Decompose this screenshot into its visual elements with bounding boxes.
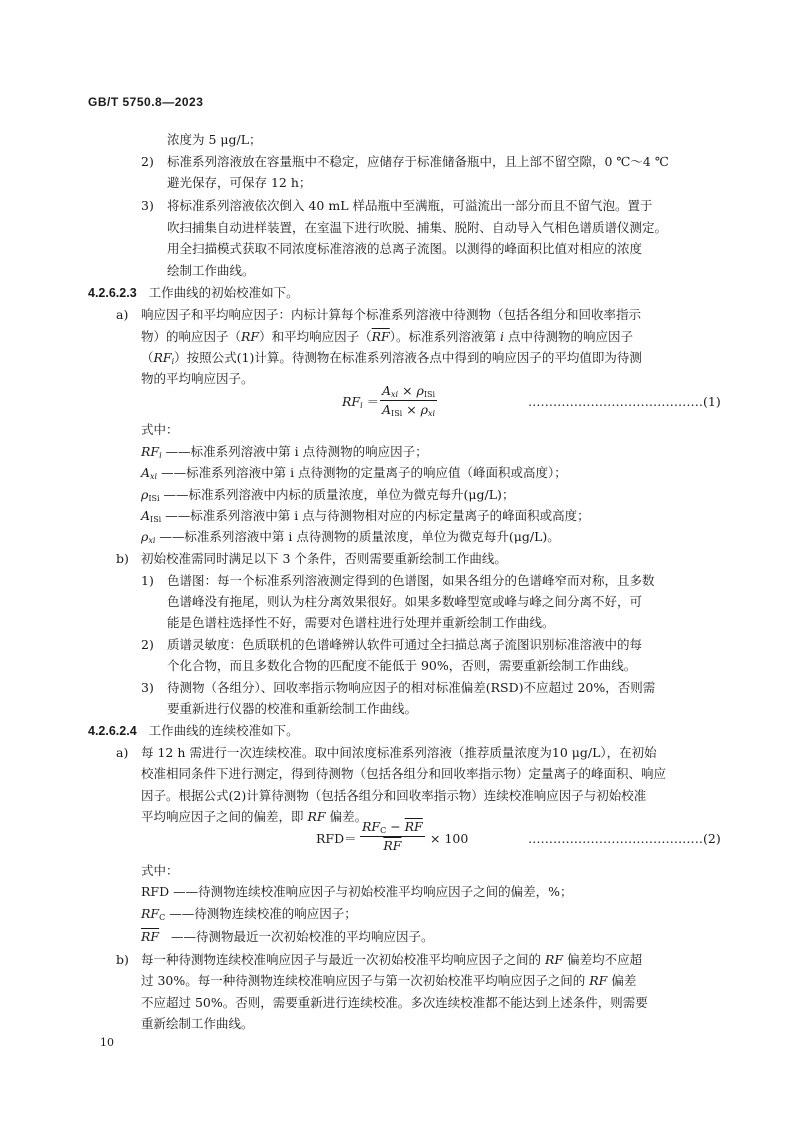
formula-2-number: ……………………………………(2) bbox=[528, 831, 721, 846]
text-line: 每 12 h 需进行一次连续校准。取中间浓度标准系列溶液（推荐质量浓度为10 μg/L），在初始 bbox=[141, 745, 657, 760]
formula-1-number: ……………………………………(1) bbox=[528, 394, 721, 409]
list-marker: a) bbox=[116, 745, 129, 760]
list-marker: b) bbox=[116, 952, 129, 967]
text-line: 要重新进行仪器的校准和重新绘制工作曲线。 bbox=[167, 701, 418, 716]
section-number: 4.2.6.2.3 bbox=[88, 286, 137, 300]
text-line: 将标准系列溶液依次倒入 40 mL 样品瓶中至满瓶，可溢流出一部分而且不留气泡。置于 bbox=[167, 198, 653, 213]
definition-row: $\overline{RF}$ ——待测物最近一次初始校准的平均响应因子。 bbox=[141, 929, 434, 944]
text-line: 物的平均响应因子。 bbox=[141, 371, 254, 386]
definition-row: $\rho_{ISi}$ ——标准系列溶液中内标的质量浓度，单位为微克每升(μg/L)； bbox=[141, 487, 515, 503]
text-line: 因子。根据公式(2)计算待测物（包括各组分和回收率指示物）连续校准响应因子与初始校准 bbox=[141, 788, 647, 803]
section-heading bbox=[88, 284, 299, 302]
text-line: 响应因子和平均响应因子：内标计算每个标准系列溶液中待测物（包括各组分和回收率指示 bbox=[141, 307, 642, 322]
text-line: 不应超过 50%。否则，需要重新进行连续校准。多次连续校准都不能达到上述条件，则需要 bbox=[141, 995, 648, 1010]
text-line: 色谱峰没有拖尾，则认为柱分离效果很好。如果多数峰型宽或峰与峰之间分离不好，可 bbox=[167, 594, 643, 609]
text-line: 过 30%。每一种待测物连续校准响应因子与第一次初始校准平均响应因子之间的 RF 偏差 bbox=[141, 973, 637, 988]
formula-2-fraction: $RF_C - \overline{RF}$ $\overline{RF}$ bbox=[362, 819, 423, 853]
text-line: $(RF_i)$按照公式(1)计算。待测物在标准系列溶液各点中得到的响应因子的平均值即为待测 bbox=[141, 350, 642, 366]
list-marker: a) bbox=[116, 307, 129, 322]
list-marker: 3) bbox=[141, 198, 154, 213]
formula-2-multiplier: × 100 bbox=[430, 831, 469, 846]
text-line: 能是色谱柱选择性不好，需要对色谱柱进行处理并重新绘制工作曲线。 bbox=[167, 615, 555, 630]
where-label: 式中： bbox=[141, 422, 179, 437]
list-marker: 1) bbox=[141, 573, 154, 588]
where-label: 式中： bbox=[141, 863, 179, 878]
text-line: 质谱灵敏度：色质联机的色谱峰辨认软件可通过全扫描总离子流图识别标准溶液中的每 bbox=[167, 637, 643, 652]
list-marker: 2) bbox=[141, 154, 154, 169]
text-line: 校准相同条件下进行测定，得到待测物（包括各组分和回收率指示物）定量离子的峰面积、响应 bbox=[141, 766, 667, 781]
text-line: 重新绘制工作曲线。 bbox=[141, 1016, 254, 1031]
section-heading bbox=[88, 722, 299, 740]
text-line: 每一种待测物连续校准响应因子与最近一次初始校准平均响应因子之间的 RF 偏差均不应超 bbox=[141, 952, 643, 967]
definition-row: $RF_i$ ——标准系列溶液中第 i 点待测物的响应因子； bbox=[141, 444, 428, 460]
text-line: 待测物（各组分）、回收率指示物响应因子的相对标准偏差(RSD)不应超过 20%，否则需 bbox=[167, 680, 656, 695]
definition-row: $\rho_{xi}$ ——标准系列溶液中第 i 点待测物的质量浓度，单位为微克每升(μg/L)。 bbox=[141, 529, 560, 545]
text-line: 初始校准需同时满足以下 3 个条件，否则需要重新绘制工作曲线。 bbox=[141, 551, 507, 566]
text-line: 吹扫捕集自动进样装置，在室温下进行吹脱、捕集、脱附、自动导入气相色谱质谱仪测定。 bbox=[167, 220, 668, 235]
definition-row: $A_{xi}$ ——标准系列溶液中第 i 点待测物的定量离子的响应值（峰面积或高度）； bbox=[141, 465, 567, 481]
list-marker: 2) bbox=[141, 637, 154, 652]
formula-1-fraction: $A_{xi} \times \rho_{ISi}$ $A_{ISi} \times \rho_{xi}$ bbox=[382, 383, 436, 418]
formula-2-lhs: RFD＝ bbox=[316, 831, 357, 846]
text-line: 避光保存，可保存 12 h； bbox=[167, 175, 312, 190]
text-line: 用全扫描模式获取不同浓度标准溶液的总离子流图。以测得的峰面积比值对相应的浓度 bbox=[167, 241, 643, 256]
section-title: 工作曲线的初始校准如下。 bbox=[148, 285, 299, 300]
text-line: 物）的响应因子（RF）和平均响应因子$(\overline{RF})$。标准系列溶液第 i 点中待测物的响应因子 bbox=[141, 329, 633, 344]
text-line: 标准系列溶液放在容量瓶中不稳定，应储存于标准储备瓶中，且上部不留空隙，0 ℃～4 ℃ bbox=[167, 154, 669, 169]
text-line: 平均响应因子之间的偏差，即 RF 偏差。 bbox=[141, 809, 368, 824]
section-title: 工作曲线的连续校准如下。 bbox=[148, 723, 299, 738]
text-line: 色谱图：每一个标准系列溶液测定得到的色谱图，如果各组分的色谱峰窄而对称，且多数 bbox=[167, 573, 655, 588]
definition-row: RFD ——待测物连续校准响应因子与初始校准平均响应因子之间的偏差，%； bbox=[141, 884, 573, 899]
definition-row: $RF_C$ ——待测物连续校准的响应因子； bbox=[141, 906, 357, 922]
list-marker: b) bbox=[116, 551, 129, 566]
formula-1-lhs: $RF_i$ ＝ bbox=[342, 394, 380, 410]
definition-row: $A_{ISi}$ ——标准系列溶液中第 i 点与待测物相对应的内标定量离子的峰面积或高度； bbox=[141, 508, 590, 524]
page-number: 10 bbox=[100, 1036, 114, 1049]
text-line: 个化合物，而且多数化合物的匹配度不能低于 90%，否则，需要重新绘制工作曲线。 bbox=[167, 658, 637, 673]
text-line: 浓度为 5 μg/L； bbox=[167, 132, 262, 147]
section-number: 4.2.6.2.4 bbox=[88, 724, 137, 738]
list-marker: 3) bbox=[141, 680, 154, 695]
text-line: 绘制工作曲线。 bbox=[167, 263, 255, 278]
standard-header: GB/T 5750.8—2023 bbox=[88, 95, 204, 109]
